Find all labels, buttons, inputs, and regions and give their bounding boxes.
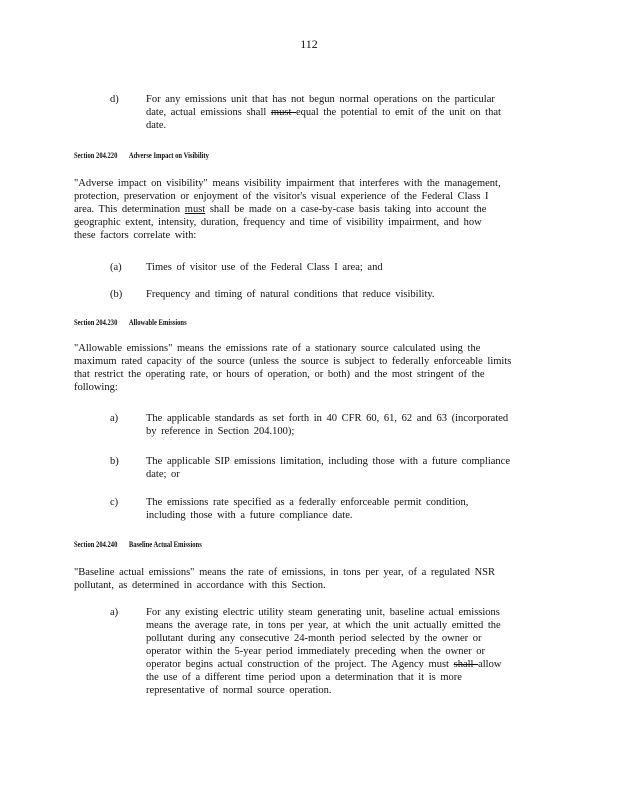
item-label: d): [110, 94, 119, 105]
section-heading-204-240: Section 204.240 Baseline Actual Emissions: [74, 540, 202, 549]
list-item-d: [110, 93, 530, 133]
page-number: 112: [300, 37, 318, 51]
list-item-b: b) The applicable SIP emissions limitation, including those with a future compliance date; or: [110, 456, 510, 480]
underlined-text: must: [184, 204, 206, 215]
list-item-a: a) For any existing electric utility steam generating unit, baseline actual emissions means the average rate, in tons per year, at which the unit actually emitted the pollutant during any consecutive 24-month period selected by the owner or operator within the 5-year period immediately preceding when the owner or operator begins actual construction of the project. The Agency must shall allow the use of a different time period upon a determination that it is more representative of normal source operation.: [110, 607, 502, 696]
list-item-c: c) The emissions rate specified as a federally enforceable permit condition, including those with a future compliance date.: [110, 497, 469, 521]
definition-paragraph: "Allowable emissions" means the emissions rate of a stationary source calculated using the maximum rated capacity of the source (unless the source is subject to federally enforceable limits that restrict the operating rate, or hours of operation, or both) and the most stringent of the following:: [74, 343, 512, 393]
list-item-b: (b) Frequency and timing of natural conditions that reduce visibility.: [110, 289, 435, 300]
item-text: For any emissions unit that has not begun normal operations on the particular date, actual emissions shall must equal the potential to emit of the unit on that date.: [146, 94, 501, 131]
struck-text: must: [270, 107, 296, 118]
definition-paragraph: "Baseline actual emissions" means the rate of emissions, in tons per year, of a regulated NSR pollutant, as determined in accordance with this Section.: [74, 567, 496, 591]
definition-paragraph: "Adverse impact on visibility" means visibility impairment that interferes with the management, protection, preservation or enjoyment of the visitor's visual experience of the Federal Class I area. This determination must shall be made on a case-by-case basis taking into account the geographic extent, intensity, duration, frequency and time of visibility impairment, and how these factors correlate with:: [74, 178, 501, 241]
struck-text: shall: [453, 659, 479, 670]
list-item-a: a) The applicable standards as set forth in 40 CFR 60, 61, 62 and 63 (incorporated by reference in Section 204.100);: [110, 413, 509, 437]
section-heading-204-230: Section 204.230 Allowable Emissions: [74, 318, 187, 327]
list-item-a: (a) Times of visitor use of the Federal Class I area; and: [110, 262, 383, 273]
section-heading-204-220: Section 204.220 Adverse Impact on Visibility: [74, 151, 209, 160]
